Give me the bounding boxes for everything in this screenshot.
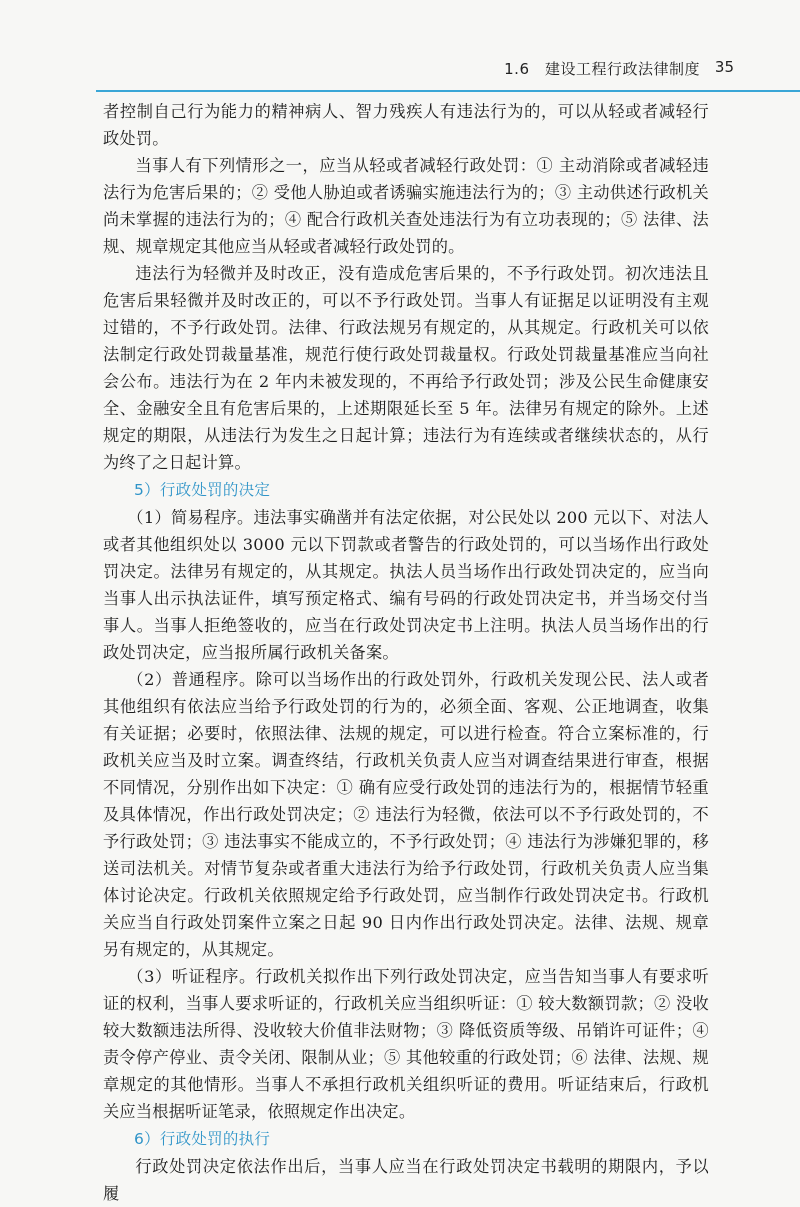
paragraph-execution: 行政处罚决定依法作出后，当事人应当在行政处罚决定书载明的期限内，予以履	[103, 1157, 709, 1203]
paragraph-hearing-procedure: （3）听证程序。行政机关拟作出下列行政处罚决定，应当告知当事人有要求听证的权利，当事人要求听证的，行政机关应当组织听证：① 较大数额罚款；② 没收较大数额违法所得、没收较大价值非法财物；③ 降低资质等级、吊销许可证件；④ 责令停产停业、责令关闭、限制从业；⑤ 其他较重的行政处罚；⑥ 法律、法规、规章规定的其他情形。当事人不承担行政机关组织听证的费用。听证结束后，行政机关应当根据听证笔录，依照规定作出决定。	[103, 967, 709, 1121]
page-number: 35	[714, 58, 734, 76]
paragraph-ordinary-procedure: （2）普通程序。除可以当场作出的行政处罚外，行政机关发现公民、法人或者其他组织有依法应当给予行政处罚的行为的，必须全面、客观、公正地调查，收集有关证据；必要时，依照法律、法规的规定，可以进行检查。符合立案标准的，行政机关应当及时立案。调查终结，行政机关负责人应当对调查结果进行审查，根据不同情况，分别作出如下决定：① 确有应受行政处罚的违法行为的，根据情节轻重及具体情况，作出行政处罚决定；② 违法行为轻微，依法可以不予行政处罚的，不予行政处罚；③ 违法事实不能成立的，不予行政处罚；④ 违法行为涉嫌犯罪的，移送司法机关。对情节复杂或者重大违法行为给予行政处罚，行政机关负责人应当集体讨论决定。行政机关依照规定给予行政处罚，应当制作行政处罚决定书。行政机关应当自行政处罚案件立案之日起 90 日内作出行政处罚决定。法律、法规、规章另有规定的，从其规定。	[103, 670, 709, 959]
heading-penalty-decision: 5）行政处罚的决定	[134, 481, 271, 499]
section-title: 1.6 建设工程行政法律制度	[504, 60, 700, 78]
header-rule	[96, 90, 800, 92]
paragraph-summary-procedure: （1）简易程序。违法事实确凿并有法定依据，对公民处以 200 元以下、对法人或者其他组织处以 3000 元以下罚款或者警告的行政处罚的，可以当场作出行政处罚决定。法律另有规定的，从其规定。执法人员当场作出行政处罚决定的，应当向当事人出示执法证件，填写预定格式、编有号码的行政处罚决定书，并当场交付当事人。当事人拒绝签收的，应当在行政处罚决定书上注明。执法人员当场作出的行政处罚决定，应当报所属行政机关备案。	[103, 508, 709, 662]
paragraph-continuation: 者控制自己行为能力的精神病人、智力残疾人有违法行为的，可以从轻或者减轻行政处罚。	[103, 102, 709, 148]
paragraph-mitigation: 当事人有下列情形之一，应当从轻或者减轻行政处罚：① 主动消除或者减轻违法行为危害后果的；② 受他人胁迫或者诱骗实施违法行为的；③ 主动供述行政机关尚未掌握的违法行为的；④ 配合行政机关查处违法行为有立功表现的；⑤ 法律、法规、规章规定其他应当从轻或者减轻行政处罚的。	[103, 156, 709, 256]
heading-penalty-execution: 6）行政处罚的执行	[134, 1130, 271, 1148]
paragraph-exemption: 违法行为轻微并及时改正，没有造成危害后果的，不予行政处罚。初次违法且危害后果轻微并及时改正的，可以不予行政处罚。当事人有证据足以证明没有主观过错的，不予行政处罚。法律、行政法规另有规定的，从其规定。行政机关可以依法制定行政处罚裁量基准，规范行使行政处罚裁量权。行政处罚裁量基准应当向社会公布。违法行为在 2 年内未被发现的，不再给予行政处罚；涉及公民生命健康安全、金融安全且有危害后果的，上述期限延长至 5 年。法律另有规定的除外。上述规定的期限，从违法行为发生之日起计算；违法行为有连续或者继续状态的，从行为终了之日起计算。	[103, 264, 709, 472]
page-body	[103, 98, 709, 1207]
page-header	[0, 0, 800, 96]
